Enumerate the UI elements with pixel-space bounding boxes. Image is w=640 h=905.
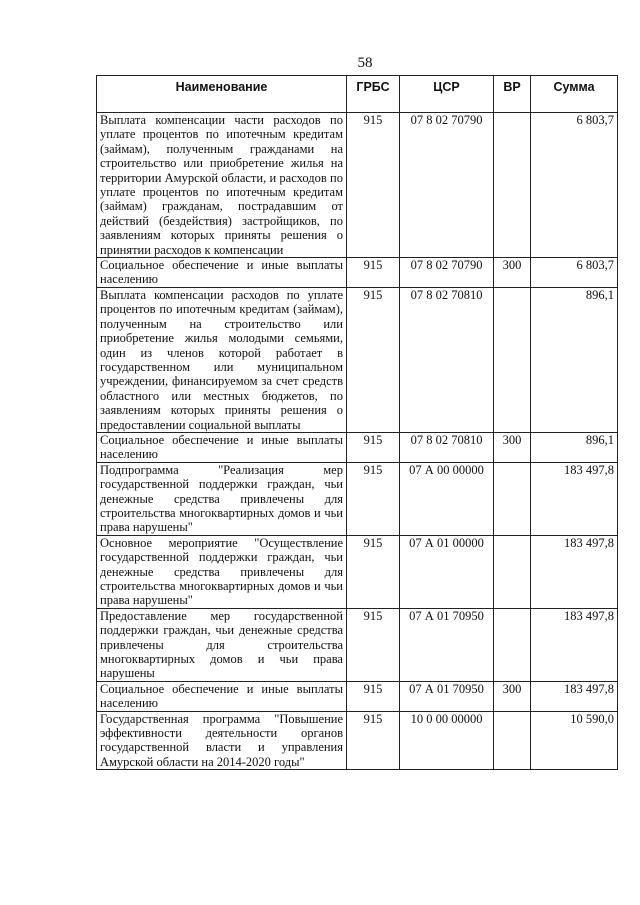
header-sum: Сумма bbox=[531, 76, 618, 113]
row-grbs: 915 bbox=[347, 608, 400, 681]
row-csr: 07 8 02 70810 bbox=[400, 432, 494, 462]
row-name: Предоставление мер государственной поддержки граждан, чьи денежные средства привлечены для строительства многоквартирных домов и чьи права нарушены bbox=[97, 608, 347, 681]
row-grbs: 915 bbox=[347, 113, 400, 258]
row-vr: 300 bbox=[494, 432, 531, 462]
header-csr: ЦСР bbox=[400, 76, 494, 113]
row-csr: 07 А 00 00000 bbox=[400, 462, 494, 535]
row-name: Государственная программа "Повышение эффективности деятельности органов государственной власти и управления Амурской области на 2014-2020 годы" bbox=[97, 711, 347, 770]
row-vr bbox=[494, 462, 531, 535]
row-sum: 183 497,8 bbox=[531, 462, 618, 535]
row-sum: 6 803,7 bbox=[531, 258, 618, 288]
row-grbs: 915 bbox=[347, 711, 400, 770]
row-vr bbox=[494, 535, 531, 608]
row-sum: 183 497,8 bbox=[531, 535, 618, 608]
row-sum: 10 590,0 bbox=[531, 711, 618, 770]
row-vr bbox=[494, 113, 531, 258]
row-grbs: 915 bbox=[347, 432, 400, 462]
row-sum: 896,1 bbox=[531, 287, 618, 432]
header-row bbox=[97, 76, 618, 113]
row-name: Подпрограмма "Реализация мер государственной поддержки граждан, чьи денежные средства привлечены для строительства многоквартирных домов и чьи права нарушены" bbox=[97, 462, 347, 535]
row-sum: 896,1 bbox=[531, 432, 618, 462]
row-name: Выплата компенсации расходов по уплате процентов по ипотечным кредитам (займам), полученным на строительство или приобретение жилья молодыми семьями, один из членов которой работает в государственном или муниципальном учреждении, финансируемом за счет средств областного или местных бюджетов, по заявлениям которых приняты решения о предоставлении социальной выплаты bbox=[97, 287, 347, 432]
row-name: Социальное обеспечение и иные выплаты населению bbox=[97, 258, 347, 288]
row-vr: 300 bbox=[494, 258, 531, 288]
budget-table bbox=[96, 75, 618, 770]
header-vr: ВР bbox=[494, 76, 531, 113]
row-name: Социальное обеспечение и иные выплаты населению bbox=[97, 681, 347, 711]
table-row bbox=[97, 711, 618, 770]
header-name: Наименование bbox=[97, 76, 347, 113]
table-row bbox=[97, 535, 618, 608]
table-row bbox=[97, 681, 618, 711]
row-name: Социальное обеспечение и иные выплаты населению bbox=[97, 432, 347, 462]
table-row bbox=[97, 432, 618, 462]
row-grbs: 915 bbox=[347, 287, 400, 432]
row-grbs: 915 bbox=[347, 535, 400, 608]
row-grbs: 915 bbox=[347, 258, 400, 288]
row-sum: 6 803,7 bbox=[531, 113, 618, 258]
row-csr: 07 8 02 70810 bbox=[400, 287, 494, 432]
row-csr: 07 А 01 70950 bbox=[400, 681, 494, 711]
row-csr: 07 А 01 70950 bbox=[400, 608, 494, 681]
row-name: Выплата компенсации части расходов по уплате процентов по ипотечным кредитам (займам), полученным гражданами на строительство или приобретение жилья на территории Амурской области, и расходов по уплате процентов по ипотечным кредитам (займам) гражданам, пострадавшим от действий (бездействия) застройщиков, по заявлениям которых приняты решения о принятии расходов к компенсации bbox=[97, 113, 347, 258]
table-row bbox=[97, 287, 618, 432]
row-csr: 07 А 01 00000 bbox=[400, 535, 494, 608]
row-csr: 07 8 02 70790 bbox=[400, 258, 494, 288]
row-vr bbox=[494, 608, 531, 681]
page-number: 58 bbox=[357, 55, 373, 71]
table-row bbox=[97, 608, 618, 681]
row-vr bbox=[494, 711, 531, 770]
row-sum: 183 497,8 bbox=[531, 608, 618, 681]
row-vr: 300 bbox=[494, 681, 531, 711]
row-name: Основное мероприятие "Осуществление государственной поддержки граждан, чьи денежные средства привлечены для строительства многоквартирных домов и чьи права нарушены" bbox=[97, 535, 347, 608]
table-row bbox=[97, 113, 618, 258]
row-csr: 10 0 00 00000 bbox=[400, 711, 494, 770]
row-vr bbox=[494, 287, 531, 432]
table-row bbox=[97, 258, 618, 288]
header-grbs: ГРБС bbox=[347, 76, 400, 113]
row-grbs: 915 bbox=[347, 462, 400, 535]
row-csr: 07 8 02 70790 bbox=[400, 113, 494, 258]
row-sum: 183 497,8 bbox=[531, 681, 618, 711]
table-row bbox=[97, 462, 618, 535]
row-grbs: 915 bbox=[347, 681, 400, 711]
